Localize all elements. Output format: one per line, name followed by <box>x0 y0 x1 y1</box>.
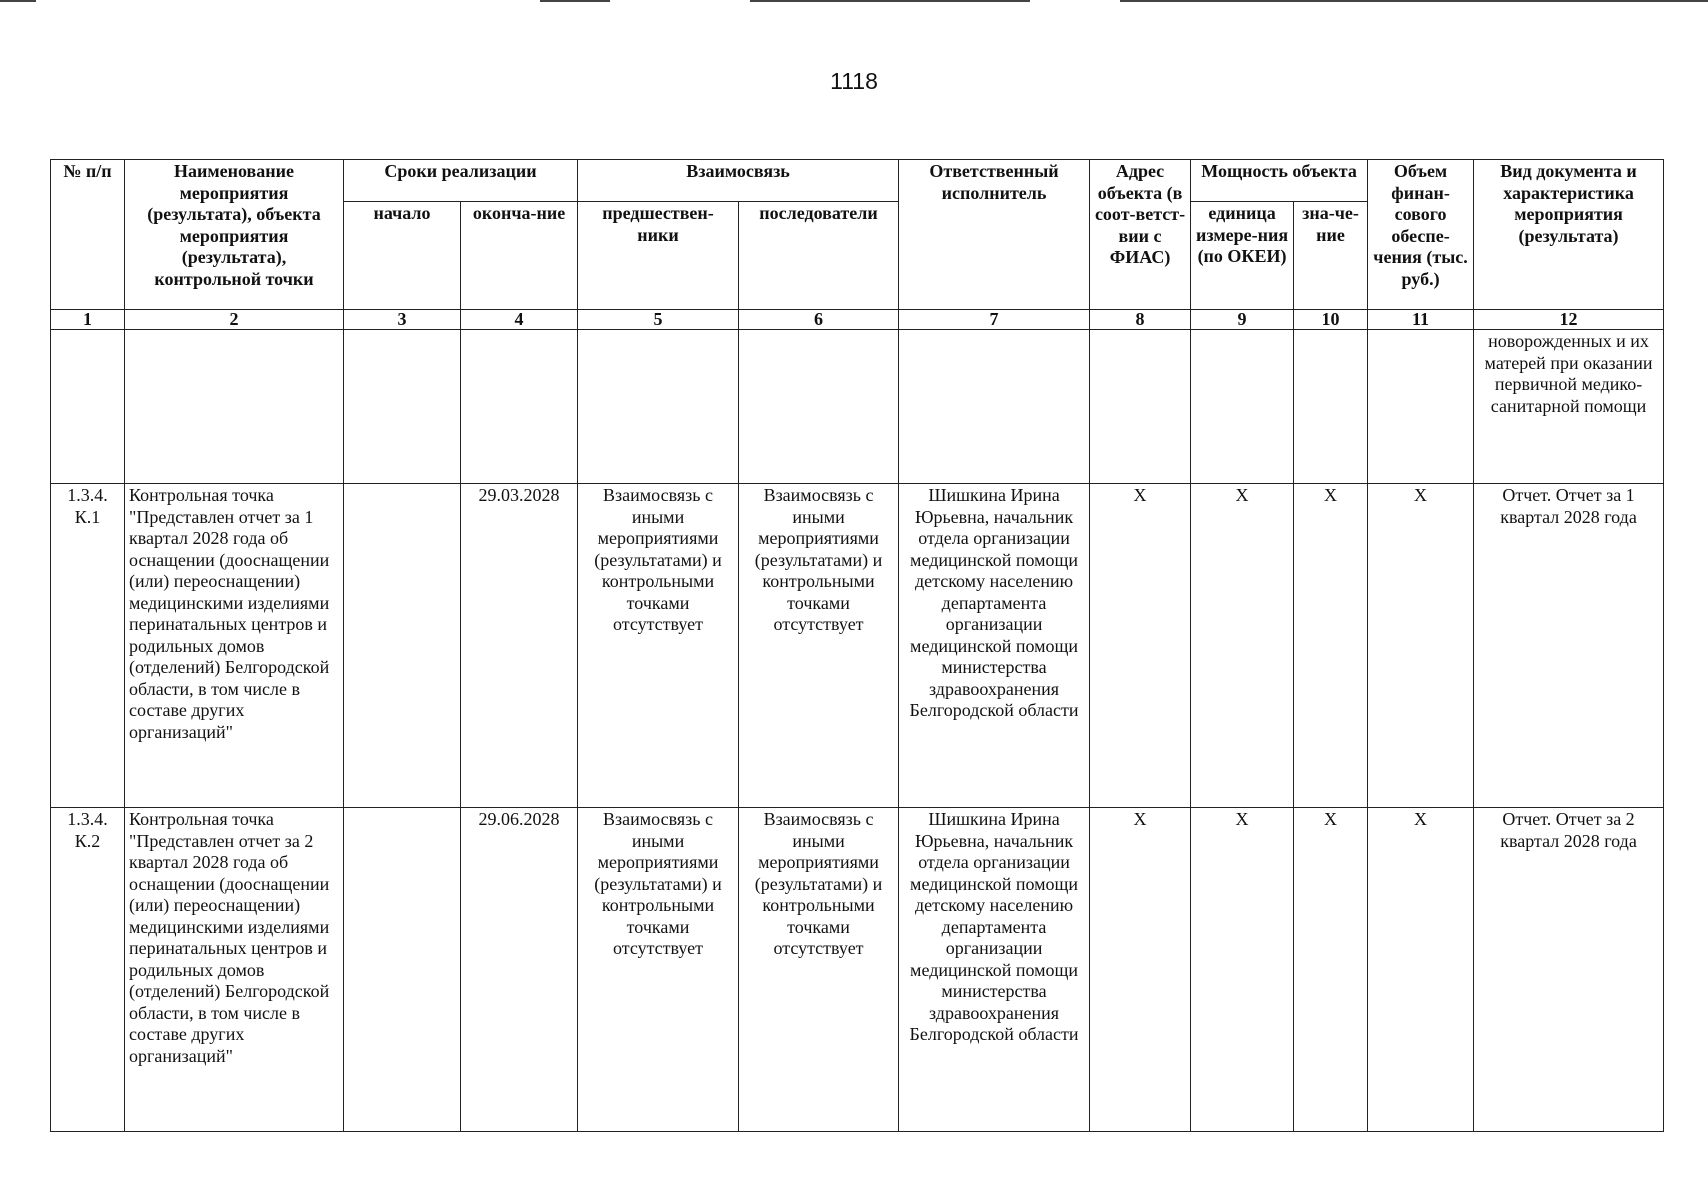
row-funding: X <box>1368 484 1474 808</box>
row-doc-type: Отчет. Отчет за 1 квартал 2028 года <box>1474 484 1664 808</box>
row-doc-type: Отчет. Отчет за 2 квартал 2028 года <box>1474 808 1664 1132</box>
header-row-top <box>51 160 1664 202</box>
column-number: 7 <box>899 310 1090 330</box>
header-terms: Сроки реализации <box>344 160 578 202</box>
row-start <box>344 808 461 1132</box>
row-successors: Взаимосвязь с иными мероприятиями (результатами) и контрольными точками отсутствует <box>739 808 899 1132</box>
column-number: 5 <box>578 310 739 330</box>
column-number: 1 <box>51 310 125 330</box>
header-unit: единица измере-ния (по ОКЕИ) <box>1191 202 1294 310</box>
row-value: X <box>1294 484 1368 808</box>
row-funding: X <box>1368 808 1474 1132</box>
header-relation: Взаимосвязь <box>578 160 899 202</box>
row-responsible: Шишкина Ирина Юрьевна, начальник отдела организации медицинской помощи детскому населению департамента организации медицинской помощи министерства здравоохранения Белгородской области <box>899 808 1090 1132</box>
column-number: 9 <box>1191 310 1294 330</box>
continuation-row <box>51 330 1664 484</box>
row-name: Контрольная точка "Представлен отчет за 1 квартал 2028 года об оснащении (дооснащении (или) переоснащении) медицинскими изделиями перинатальных центров и родильных домов (отделений) Белгородской области, в том числе в составе других организаций" <box>125 484 344 808</box>
top-rule <box>0 0 36 2</box>
column-number: 2 <box>125 310 344 330</box>
plan-table <box>50 159 1664 1132</box>
row-unit: X <box>1191 808 1294 1132</box>
row-start <box>344 484 461 808</box>
row-successors: Взаимосвязь с иными мероприятиями (результатами) и контрольными точками отсутствует <box>739 484 899 808</box>
row-value: X <box>1294 808 1368 1132</box>
column-number: 12 <box>1474 310 1664 330</box>
top-rule <box>540 0 610 2</box>
row-address: X <box>1090 808 1191 1132</box>
header-funding: Объем финан-сового обеспе-чения (тыс. руб.) <box>1368 160 1474 310</box>
row-unit: X <box>1191 484 1294 808</box>
table-row <box>51 808 1664 1132</box>
top-rule <box>1120 0 1708 2</box>
header-value: зна-че-ние <box>1294 202 1368 310</box>
row-predecessors: Взаимосвязь с иными мероприятиями (результатами) и контрольными точками отсутствует <box>578 808 739 1132</box>
table-row <box>51 484 1664 808</box>
row-address: X <box>1090 484 1191 808</box>
header-address: Адрес объекта (в соот-ветст-вии с ФИАС) <box>1090 160 1191 310</box>
row-predecessors: Взаимосвязь с иными мероприятиями (результатами) и контрольными точками отсутствует <box>578 484 739 808</box>
header-name: Наименование мероприятия (результата), объекта мероприятия (результата), контрольной точки <box>125 160 344 310</box>
header-successors: последователи <box>739 202 899 310</box>
row-end: 29.06.2028 <box>461 808 578 1132</box>
column-number: 11 <box>1368 310 1474 330</box>
header-num: № п/п <box>51 160 125 310</box>
header-end: оконча-ние <box>461 202 578 310</box>
row-name: Контрольная точка "Представлен отчет за 2 квартал 2028 года об оснащении (дооснащении (или) переоснащении) медицинскими изделиями перинатальных центров и родильных домов (отделений) Белгородской области, в том числе в составе других организаций" <box>125 808 344 1132</box>
header-responsible: Ответственный исполнитель <box>899 160 1090 310</box>
column-number: 8 <box>1090 310 1191 330</box>
header-capacity: Мощность объекта <box>1191 160 1368 202</box>
page-number: 1118 <box>830 68 878 94</box>
row-end: 29.03.2028 <box>461 484 578 808</box>
column-number: 3 <box>344 310 461 330</box>
column-number-row <box>51 310 1664 330</box>
header-start: начало <box>344 202 461 310</box>
row-num: 1.3.4. К.1 <box>51 484 125 808</box>
column-number: 6 <box>739 310 899 330</box>
header-predecessors: предшествен-ники <box>578 202 739 310</box>
continuation-doc-type: новорожденных и их матерей при оказании первичной медико-санитарной помощи <box>1474 330 1664 484</box>
row-num: 1.3.4. К.2 <box>51 808 125 1132</box>
top-rule <box>750 0 1030 2</box>
column-number: 10 <box>1294 310 1368 330</box>
row-responsible: Шишкина Ирина Юрьевна, начальник отдела организации медицинской помощи детскому населению департамента организации медицинской помощи министерства здравоохранения Белгородской области <box>899 484 1090 808</box>
header-doc-type: Вид документа и характеристика мероприятия (результата) <box>1474 160 1664 310</box>
column-number: 4 <box>461 310 578 330</box>
